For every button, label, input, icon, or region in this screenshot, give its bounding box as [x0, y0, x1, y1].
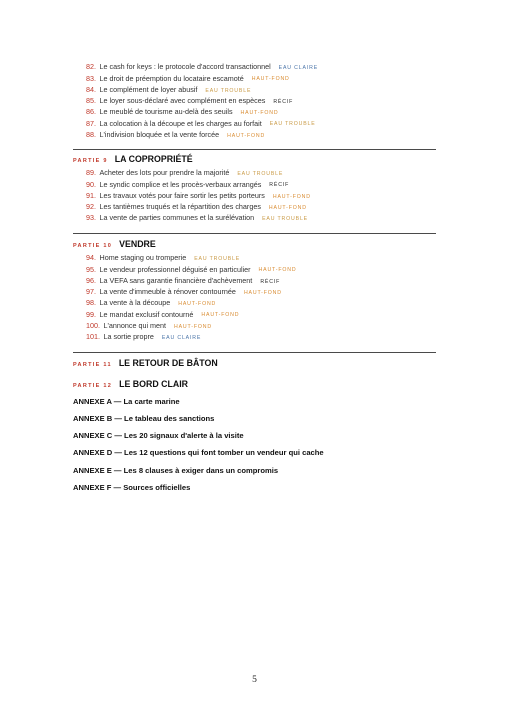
- toc-entry: [86, 106, 318, 117]
- entry-number: 91.: [86, 190, 96, 200]
- toc-entry: [86, 84, 318, 95]
- part-heading-11: [73, 357, 218, 369]
- toc-entry: [86, 95, 318, 106]
- part-title: LA COPROPRIÉTÉ: [114, 154, 193, 164]
- toc-entry: [86, 201, 311, 212]
- entry-title: La vente à la découpe: [99, 298, 171, 308]
- toc-entry: [86, 320, 296, 331]
- toc-entry: [86, 129, 318, 140]
- risk-level-tag: HAUT-FOND: [227, 132, 266, 139]
- entry-number: 92.: [86, 202, 96, 212]
- risk-level-tag: HAUT-FOND: [178, 301, 217, 308]
- part-heading-12: [73, 378, 188, 390]
- entry-number: 86.: [86, 107, 96, 117]
- toc-entry: [86, 61, 318, 72]
- entry-number: 98.: [86, 298, 96, 308]
- entry-title: Le cash for keys : le protocole d'accord transactionnel: [99, 62, 271, 72]
- toc-entry: [86, 167, 311, 178]
- toc-list-part-9: [86, 167, 311, 223]
- entry-number: 82.: [86, 62, 96, 72]
- entry-title: La vente d'immeuble à rénover contournée: [99, 287, 236, 297]
- entry-title: Le mandat exclusif contourné: [99, 309, 194, 319]
- entry-number: 88.: [86, 129, 96, 139]
- part-title: LE RETOUR DE BÂTON: [118, 357, 218, 368]
- entry-title: La VEFA sans garantie financière d'achèvement: [99, 275, 253, 285]
- annex-list: [73, 393, 324, 496]
- toc-entry: [86, 73, 318, 84]
- part-title: LE BORD CLAIR: [119, 379, 189, 389]
- part-title: VENDRE: [119, 238, 156, 249]
- entry-title: Le droit de préemption du locataire escamoté: [99, 73, 244, 83]
- risk-level-tag: EAU TROUBLE: [237, 171, 284, 178]
- risk-level-tag: EAU TROUBLE: [194, 256, 241, 263]
- entry-number: 94.: [86, 253, 96, 263]
- part-label: PARTIE 11: [73, 361, 112, 368]
- entry-title: L'indivision bloquée et la vente forcée: [99, 129, 220, 139]
- entry-number: 93.: [86, 213, 96, 223]
- risk-level-tag: EAU CLAIRE: [278, 65, 319, 72]
- entry-title: La vente de parties communes et la surélévation: [99, 213, 255, 223]
- section-divider: [73, 233, 436, 234]
- part-heading-10: [73, 238, 156, 250]
- toc-entry: [86, 264, 296, 275]
- entry-number: 95.: [86, 264, 96, 274]
- entry-number: 90.: [86, 179, 96, 189]
- part-label: PARTIE 10: [73, 242, 113, 249]
- entry-title: La sortie propre: [103, 332, 154, 342]
- annex-entry: ANNEXE B — Le tableau des sanctions: [73, 414, 215, 424]
- risk-level-tag: HAUT-FOND: [258, 267, 297, 274]
- risk-level-tag: HAUT-FOND: [272, 193, 311, 200]
- toc-entry: [86, 309, 296, 320]
- risk-level-tag: EAU CLAIRE: [161, 334, 202, 341]
- toc-entry: [86, 331, 296, 342]
- entry-title: Le meublé de tourisme au-delà des seuils: [99, 107, 233, 117]
- entry-number: 96.: [86, 275, 96, 285]
- annex-entry: ANNEXE E — Les 8 clauses à exiger dans un compromis: [73, 465, 279, 475]
- entry-title: Acheter des lots pour prendre la majorité: [99, 168, 230, 178]
- toc-entry: [86, 179, 311, 190]
- entry-number: 99.: [86, 309, 96, 319]
- risk-level-tag: RÉCIF: [260, 278, 281, 285]
- entry-title: Le syndic complice et les procès-verbaux arrangés: [99, 179, 262, 189]
- entry-title: Le loyer sous-déclaré avec complément en espèces: [99, 96, 266, 106]
- entry-number: 85.: [86, 96, 96, 106]
- entry-number: 84.: [86, 84, 96, 94]
- entry-title: La colocation à la découpe et les charges au forfait: [99, 118, 262, 128]
- risk-level-tag: RÉCIF: [269, 182, 290, 189]
- toc-list-part-10: [86, 252, 296, 342]
- entry-title: Les tantièmes truqués et la répartition des charges: [99, 202, 261, 212]
- toc-entry: [86, 190, 311, 201]
- risk-level-tag: HAUT-FOND: [240, 110, 279, 117]
- annex-entry: ANNEXE A — La carte marine: [73, 396, 180, 406]
- entry-title: Home staging ou tromperie: [99, 253, 187, 263]
- entry-number: 97.: [86, 287, 96, 297]
- annex-entry: ANNEXE D — Les 12 questions qui font tomber un vendeur qui cache: [73, 448, 324, 458]
- entry-title: Le complément de loyer abusif: [99, 84, 198, 94]
- risk-level-tag: EAU TROUBLE: [262, 216, 308, 223]
- page-number: 5: [252, 675, 257, 685]
- toc-entry: [86, 297, 296, 308]
- entry-title: Les travaux votés pour faire sortir les petits porteurs: [99, 190, 265, 200]
- risk-level-tag: RÉCIF: [273, 98, 294, 105]
- entry-number: 89.: [86, 168, 96, 178]
- section-divider: [73, 352, 436, 353]
- toc-entry: [86, 286, 296, 297]
- toc-entry: [86, 275, 296, 286]
- toc-entry: [86, 252, 296, 263]
- part-label: PARTIE 12: [73, 383, 113, 389]
- entry-number: 100.: [86, 320, 100, 330]
- entry-title: Le vendeur professionnel déguisé en particulier: [99, 264, 251, 274]
- risk-level-tag: HAUT-FOND: [201, 312, 240, 319]
- risk-level-tag: HAUT-FOND: [251, 76, 290, 83]
- annex-entry: ANNEXE F — Sources officielles: [73, 482, 191, 492]
- annex-entry: ANNEXE C — Les 20 signaux d'alerte à la visite: [73, 431, 244, 441]
- entry-number: 101.: [86, 332, 100, 342]
- entry-title: L'annonce qui ment: [103, 320, 167, 330]
- entry-number: 83.: [86, 73, 96, 83]
- part-label: PARTIE 9: [73, 158, 108, 164]
- toc-entry: [86, 118, 318, 129]
- part-heading-9: [73, 153, 193, 165]
- risk-level-tag: HAUT-FOND: [174, 323, 212, 330]
- toc-entry: [86, 212, 311, 223]
- section-divider: [73, 149, 436, 150]
- toc-list-part-8-continued: [86, 61, 318, 140]
- risk-level-tag: EAU TROUBLE: [205, 87, 252, 94]
- risk-level-tag: HAUT-FOND: [268, 204, 307, 211]
- risk-level-tag: HAUT-FOND: [243, 289, 282, 296]
- risk-level-tag: EAU TROUBLE: [269, 121, 316, 128]
- entry-number: 87.: [86, 118, 96, 128]
